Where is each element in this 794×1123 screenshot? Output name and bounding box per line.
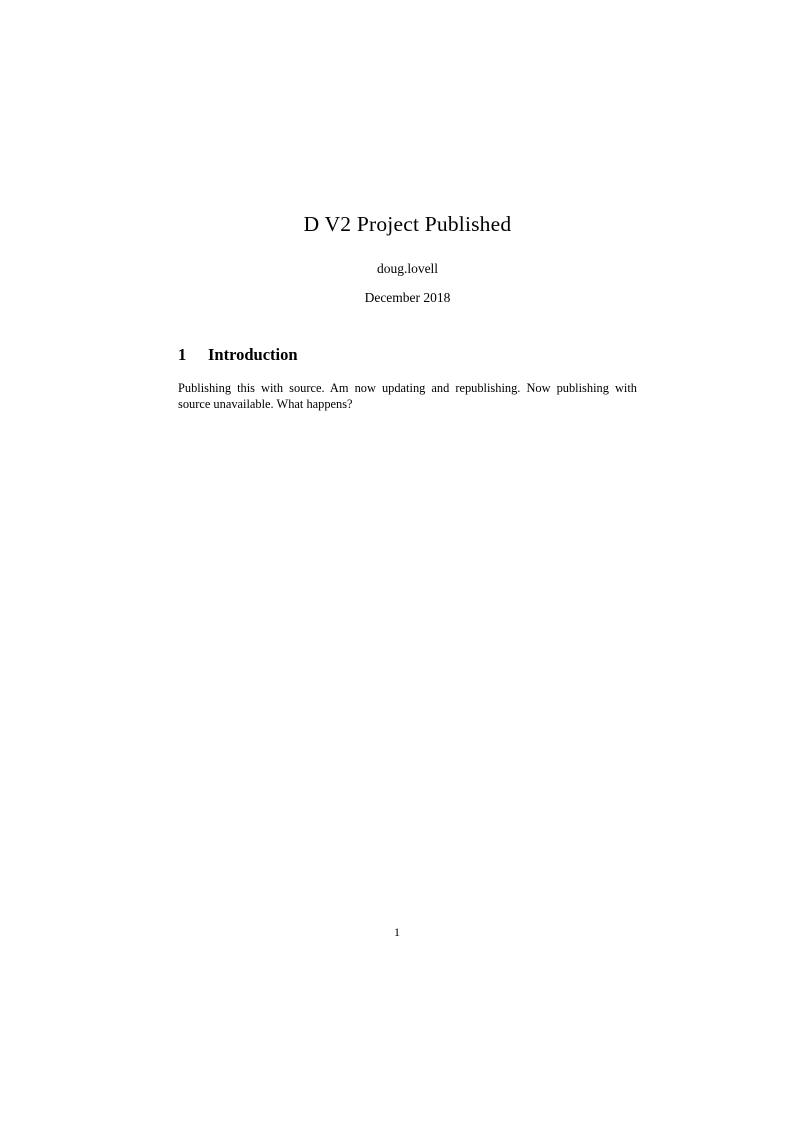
- section-title: Introduction: [208, 345, 298, 364]
- document-title: D V2 Project Published: [303, 212, 512, 236]
- document-date: December 2018: [364, 290, 451, 305]
- paragraph-introduction: Publishing this with source. Am now updating and republishing. Now publishing with source unavailable. What happens?: [178, 381, 637, 411]
- page-number: 1: [394, 925, 400, 939]
- section-number: 1: [178, 345, 187, 364]
- section-heading-introduction: [178, 306, 637, 365]
- document-author: doug.lovell: [376, 261, 439, 276]
- document-content: [178, 0, 637, 413]
